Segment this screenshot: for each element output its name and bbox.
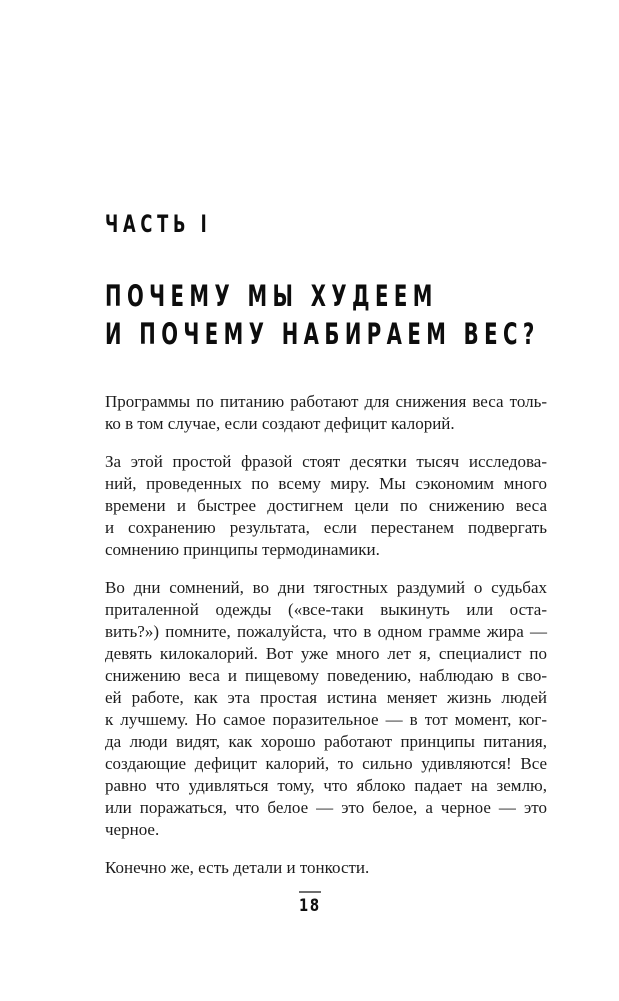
page-footer <box>0 891 619 916</box>
text-line: ей работе, как эта простая истина меняет жизнь людей <box>105 688 547 707</box>
text-line: вить?») помните, пожалуйста, что в одном грамме жира — <box>105 622 547 641</box>
text-line: или поражаться, что белое — это белое, а черное — это <box>105 798 547 817</box>
text-line: черное. <box>105 820 160 839</box>
text-line: равно что удивляться тому, что яблоко падает на землю, <box>105 776 547 795</box>
text-line: ний, проведенных по всему миру. Мы сэкономим много <box>105 474 547 493</box>
text-line: Программы по питанию работают для снижения веса толь- <box>105 392 547 411</box>
chapter-title <box>105 277 547 353</box>
footer-divider <box>299 891 321 893</box>
text-line: сомнению принципы термодинамики. <box>105 540 380 559</box>
chapter-title-line-2: И ПОЧЕМУ НАБИРАЕМ ВЕС? <box>105 317 540 351</box>
text-line: приталенной одежды («все-таки выкинуть или оста- <box>105 600 547 619</box>
text-line: времени и быстрее достигнем цели по снижению веса <box>105 496 547 515</box>
text-line: ко в том случае, если создают дефицит калорий. <box>105 414 455 433</box>
text-line: снижению веса и пищевому поведению, наблюдаю в сво- <box>105 666 547 685</box>
page-content <box>105 211 547 879</box>
paragraph <box>105 451 547 561</box>
paragraph <box>105 391 547 435</box>
text-line: создающие дефицит калорий, то сильно удивляются! Все <box>105 754 547 773</box>
text-line: Конечно же, есть детали и тонкости. <box>105 858 370 877</box>
paragraph <box>105 577 547 841</box>
text-line: да люди видят, как хорошо работают принципы питания, <box>105 732 547 751</box>
text-line: девять килокалорий. Вот уже много лет я, специалист по <box>105 644 547 663</box>
text-line: За этой простой фразой стоят десятки тысяч исследова- <box>105 452 547 471</box>
part-label: ЧАСТЬ I <box>105 210 212 238</box>
text-line: Во дни сомнений, во дни тягостных раздумий о судьбах <box>105 578 547 597</box>
text-line: к лучшему. Но самое поразительное — в тот момент, ког- <box>105 710 547 729</box>
text-line: и сохранению результата, если перестанем подвергать <box>105 518 547 537</box>
chapter-title-line-1: ПОЧЕМУ МЫ ХУДЕЕМ <box>105 279 438 313</box>
page-number: 18 <box>298 896 321 916</box>
body-text <box>105 391 547 879</box>
paragraph <box>105 857 547 879</box>
